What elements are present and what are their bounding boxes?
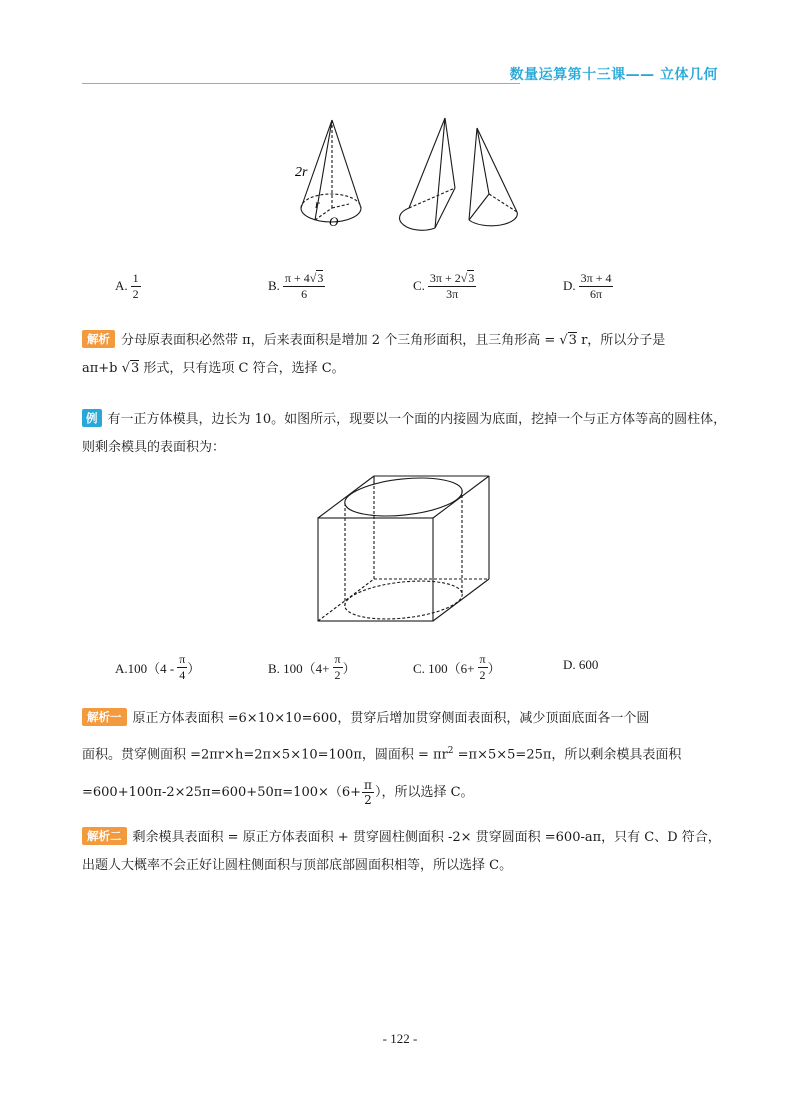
analysis-paragraph-1: 解析 分母原表面积必然带 π，后来表面积是增加 2 个三角形面积，且三角形高 = √3 r，所以分子是 aπ+b √3 形式，只有选项 C 符合，选择 C。 xyxy=(82,332,666,376)
example-paragraph: 例 有一正方体模具，边长为 10。如图所示，现要以一个面的内接圆为底面，挖掉一个与正方体等高的圆柱体， 则剩余模具的表面积为： xyxy=(82,411,727,455)
fraction: $\frac{\pi}{2}$ xyxy=(364,777,372,808)
fraction: $\frac{\pi + 4√3}{6}$ xyxy=(284,271,324,301)
fraction: $\frac{\pi}{2}$ xyxy=(334,652,341,682)
analysis-badge: 解析二 xyxy=(82,827,127,845)
q2-option-d: D. 600 xyxy=(563,657,599,672)
analysis-paragraph-2: 解析一 原正方体表面积 =6×10×10=600，贯穿后增加贯穿侧面表面积，减少顶面底面各一个圆 面积。贯穿侧面积 =2πr×h=2π×5×10=100π，圆面积 = $\pi r^2 =\pi\times 5\times 5=25\pi$，所以剩余模具表面积 =600+100π-2×25π=600+50π=100×（6+ $\frac{\pi}{2}$ ），所以选择 C。 xyxy=(82,710,682,808)
label-o: O xyxy=(329,214,339,229)
example-badge: 例 xyxy=(82,409,102,427)
fraction: $\frac{1}{2}$ xyxy=(132,271,139,301)
q2-option-b: B. 100（4+ $\frac{\pi}{2}$ ） xyxy=(268,652,356,682)
fraction: $\frac{3\pi + 2√3}{3\pi}$ xyxy=(429,271,475,301)
cone-figure xyxy=(285,108,535,248)
analysis-paragraph-3: 解析二 剩余模具表面积 = 原正方体表面积 + 贯穿圆柱侧面积 -2× 贯穿圆面积 =600-aπ，只有 C、D 符合， 出题人大概率不会正好让圆柱侧面积与顶部底部圆面积相等，所以选择 C。 xyxy=(82,829,721,873)
header-rule xyxy=(82,83,520,84)
q1-option-d: D. $\frac{3\pi + 4}{6\pi}$ xyxy=(563,271,612,301)
analysis-badge: 解析一 xyxy=(82,708,127,726)
label-r: r xyxy=(315,197,320,211)
header-title: 数量运算第十三课—— 立体几何 xyxy=(509,67,718,83)
analysis-badge: 解析 xyxy=(82,330,115,348)
cube-cylinder-figure xyxy=(310,470,500,625)
q2-option-c: C. 100（6+ $\frac{\pi}{2}$ ） xyxy=(413,652,501,682)
fraction: $\frac{\pi}{4}$ xyxy=(179,652,186,682)
fraction: $\frac{\pi}{2}$ xyxy=(479,652,486,682)
label-2r: 2r xyxy=(295,165,308,180)
q1-option-a: A. $\frac{1}{2}$ xyxy=(115,271,139,301)
fraction: $\frac{3\pi + 4}{6\pi}$ xyxy=(580,271,612,301)
q1-option-b: B. $\frac{\pi + 4√3}{6}$ xyxy=(268,271,324,301)
q1-option-c: C. $\frac{3\pi + 2√3}{3\pi}$ xyxy=(413,271,475,301)
q2-option-a: A.100（4 - $\frac{\pi}{4}$ ） xyxy=(115,652,201,682)
page-number: - 122 - xyxy=(382,1031,418,1046)
